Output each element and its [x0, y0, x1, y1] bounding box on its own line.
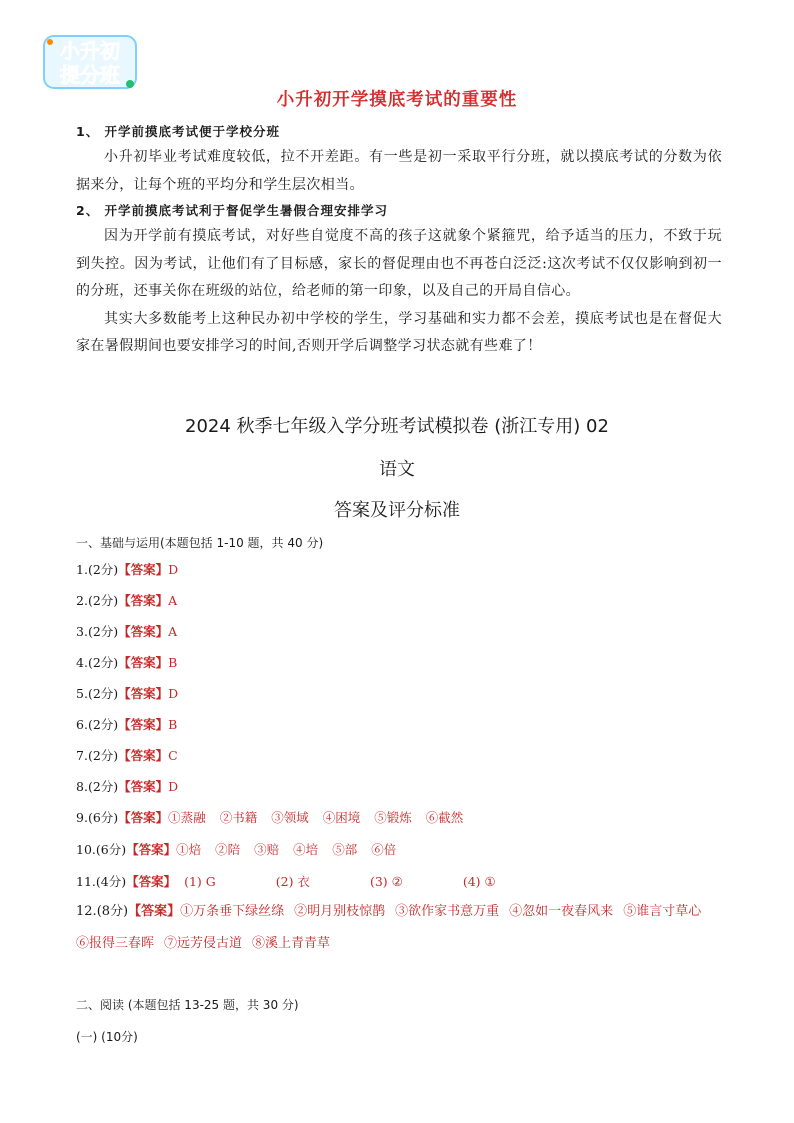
answer-item: ⑤部	[332, 842, 358, 857]
answer-value: D	[168, 562, 179, 577]
question-number: 1.	[76, 562, 88, 577]
answer-item: ⑥倍	[371, 842, 397, 857]
answer-items	[176, 842, 410, 857]
answer-tag: 【答案】	[118, 655, 169, 670]
answer-value: A	[168, 624, 178, 639]
answer-item: ⑥报得三春晖	[76, 936, 155, 951]
section-1-heading: 一、基础与运用(本题包括 1-10 题，共 40 分)	[76, 536, 324, 550]
question-score: (2分)	[87, 562, 119, 577]
question-number: 12.	[76, 904, 97, 919]
answer-tag: 【答案】	[118, 593, 169, 608]
brand-logo	[42, 34, 142, 94]
answer-tag: 【答案】	[118, 717, 169, 732]
question-9	[76, 808, 477, 826]
answer-items	[168, 810, 477, 825]
exam-title: 2024 秋季七年级入学分班考试模拟卷 (浙江专用) 02	[185, 416, 609, 437]
question-number: 11.	[76, 874, 96, 889]
question-score: (6分)	[95, 842, 127, 857]
question-number: 7.	[76, 748, 88, 763]
answer-item: ①万条垂下绿丝绦	[180, 904, 285, 919]
question-7	[76, 746, 178, 764]
answer-value: A	[168, 593, 178, 608]
text-line: 力，不致于玩到失控。因为考试，让他们有了目标感，家长的督促理由也不再苍白泛泛:	[76, 228, 722, 272]
answer-tag: 【答案】	[128, 904, 181, 919]
answer-value: B	[168, 717, 178, 732]
intro-section-2-paragraph-1	[76, 223, 722, 306]
text-line: 因为开学前有摸底考试，对好些自觉度不高的孩子这就象个紧箍咒，给予适当的压	[104, 228, 634, 244]
question-10	[76, 840, 410, 858]
answer-tag: 【答案】	[118, 779, 169, 794]
answer-value: C	[168, 748, 178, 763]
answer-tag: 【答案】	[126, 874, 177, 889]
question-6	[76, 715, 177, 733]
question-score: (6分)	[87, 810, 119, 825]
question-number: 3.	[76, 624, 88, 639]
answer-item: ③赔	[254, 842, 280, 857]
question-3	[76, 622, 177, 640]
question-5	[76, 684, 178, 702]
answer-value: D	[168, 686, 179, 701]
answer-key-title: 答案及评分标准	[334, 500, 460, 521]
answer-item: ②陪	[215, 842, 241, 857]
brand-logo-graphic	[42, 34, 142, 94]
answer-item: ②书籍	[219, 810, 258, 825]
text-line: 自己的开局自信心。	[450, 283, 581, 299]
subsection-1-heading: (一) (10分)	[76, 1030, 138, 1044]
question-score: (2分)	[87, 779, 119, 794]
answer-item: ①焙	[176, 842, 202, 857]
answer-item: (3) ②	[369, 874, 403, 889]
answer-value: D	[168, 779, 179, 794]
question-number: 2.	[76, 593, 88, 608]
question-score: (2分)	[87, 717, 119, 732]
answer-items	[184, 874, 556, 889]
answer-item: (2) 衣	[275, 874, 310, 889]
answer-item: ⑤谁言寸草心	[623, 904, 702, 919]
question-number: 5.	[76, 686, 88, 701]
intro-body	[76, 120, 722, 361]
answer-item: ⑧溪上青青草	[252, 936, 331, 951]
question-4	[76, 653, 177, 671]
answer-item: ④困境	[322, 810, 361, 825]
intro-section-2-paragraph-2	[76, 306, 722, 361]
question-1	[76, 560, 178, 578]
answer-tag: 【答案】	[118, 810, 169, 825]
text-line: 也是在督促大家在暑假期间也要安排学习的时间,否则开学后调整学习状态就有些难了！	[76, 310, 722, 354]
answer-item: ①蒸融	[168, 810, 206, 825]
answer-tag: 【答案】	[126, 842, 177, 857]
answer-tag: 【答案】	[118, 624, 169, 639]
text-line: 其实大多数能考上这种民办初中学校的学生，学习基础和实力都不会差，摸底考试	[104, 310, 634, 327]
question-11	[76, 872, 556, 890]
question-score: (2分)	[87, 593, 119, 608]
answer-item: ⑥截然	[425, 810, 464, 825]
text-line: 试的分数为依据来分，让每个班的平均分和学生层次相当。	[76, 149, 722, 193]
question-number: 9.	[76, 810, 88, 825]
answer-item: ④培	[293, 842, 319, 857]
question-number: 6.	[76, 717, 88, 732]
answer-item: (4) ①	[462, 874, 496, 889]
question-score: (8分)	[96, 904, 129, 919]
answer-tag: 【答案】	[118, 748, 169, 763]
intro-section-1-heading: 1、 开学前摸底考试便于学校分班	[76, 124, 281, 139]
question-number: 4.	[76, 655, 88, 670]
answer-value: B	[168, 655, 178, 670]
answer-item: ②明月别枝惊鹊	[294, 904, 386, 919]
question-8	[76, 777, 178, 795]
question-score: (4分)	[95, 874, 127, 889]
answer-tag: 【答案】	[118, 686, 169, 701]
answer-tag: 【答案】	[118, 562, 169, 577]
answer-item: ⑦远芳侵古道	[164, 936, 243, 951]
subject-title: 语文	[379, 459, 415, 480]
question-score: (2分)	[87, 748, 119, 763]
question-score: (2分)	[87, 655, 119, 670]
intro-title: 小升初开学摸底考试的重要性	[276, 90, 518, 110]
section-2-heading: 二、阅读 (本题包括 13-25 题，共 30 分)	[76, 998, 299, 1012]
text-line: 小升初毕业考试难度较低，拉不开差距。有一些是初一采取平行分班，就以摸底考	[104, 149, 634, 165]
text-line: 这次考试不仅仅影响到初一的分班，还事关你在班级的站位，给老师的第一印象，以及	[76, 255, 722, 299]
question-2	[76, 591, 177, 609]
logo-line-2: 提分班	[60, 63, 120, 87]
answer-item: ⑤锻炼	[374, 810, 412, 825]
logo-line-1: 小升初	[60, 39, 120, 63]
answer-item: (1) G	[184, 874, 216, 889]
intro-section-2-heading: 2、 开学前摸底考试利于督促学生暑假合理安排学习	[76, 203, 389, 218]
answer-item: ③领域	[271, 810, 309, 825]
question-number: 8.	[76, 779, 88, 794]
answer-item: ③欲作家书意万重	[395, 904, 500, 919]
question-12	[76, 896, 722, 960]
question-number: 10.	[76, 842, 96, 857]
answer-item: ④忽如一夜春风来	[509, 904, 614, 919]
intro-section-1-paragraph	[76, 144, 722, 199]
question-score: (2分)	[87, 624, 119, 639]
question-score: (2分)	[87, 686, 119, 701]
